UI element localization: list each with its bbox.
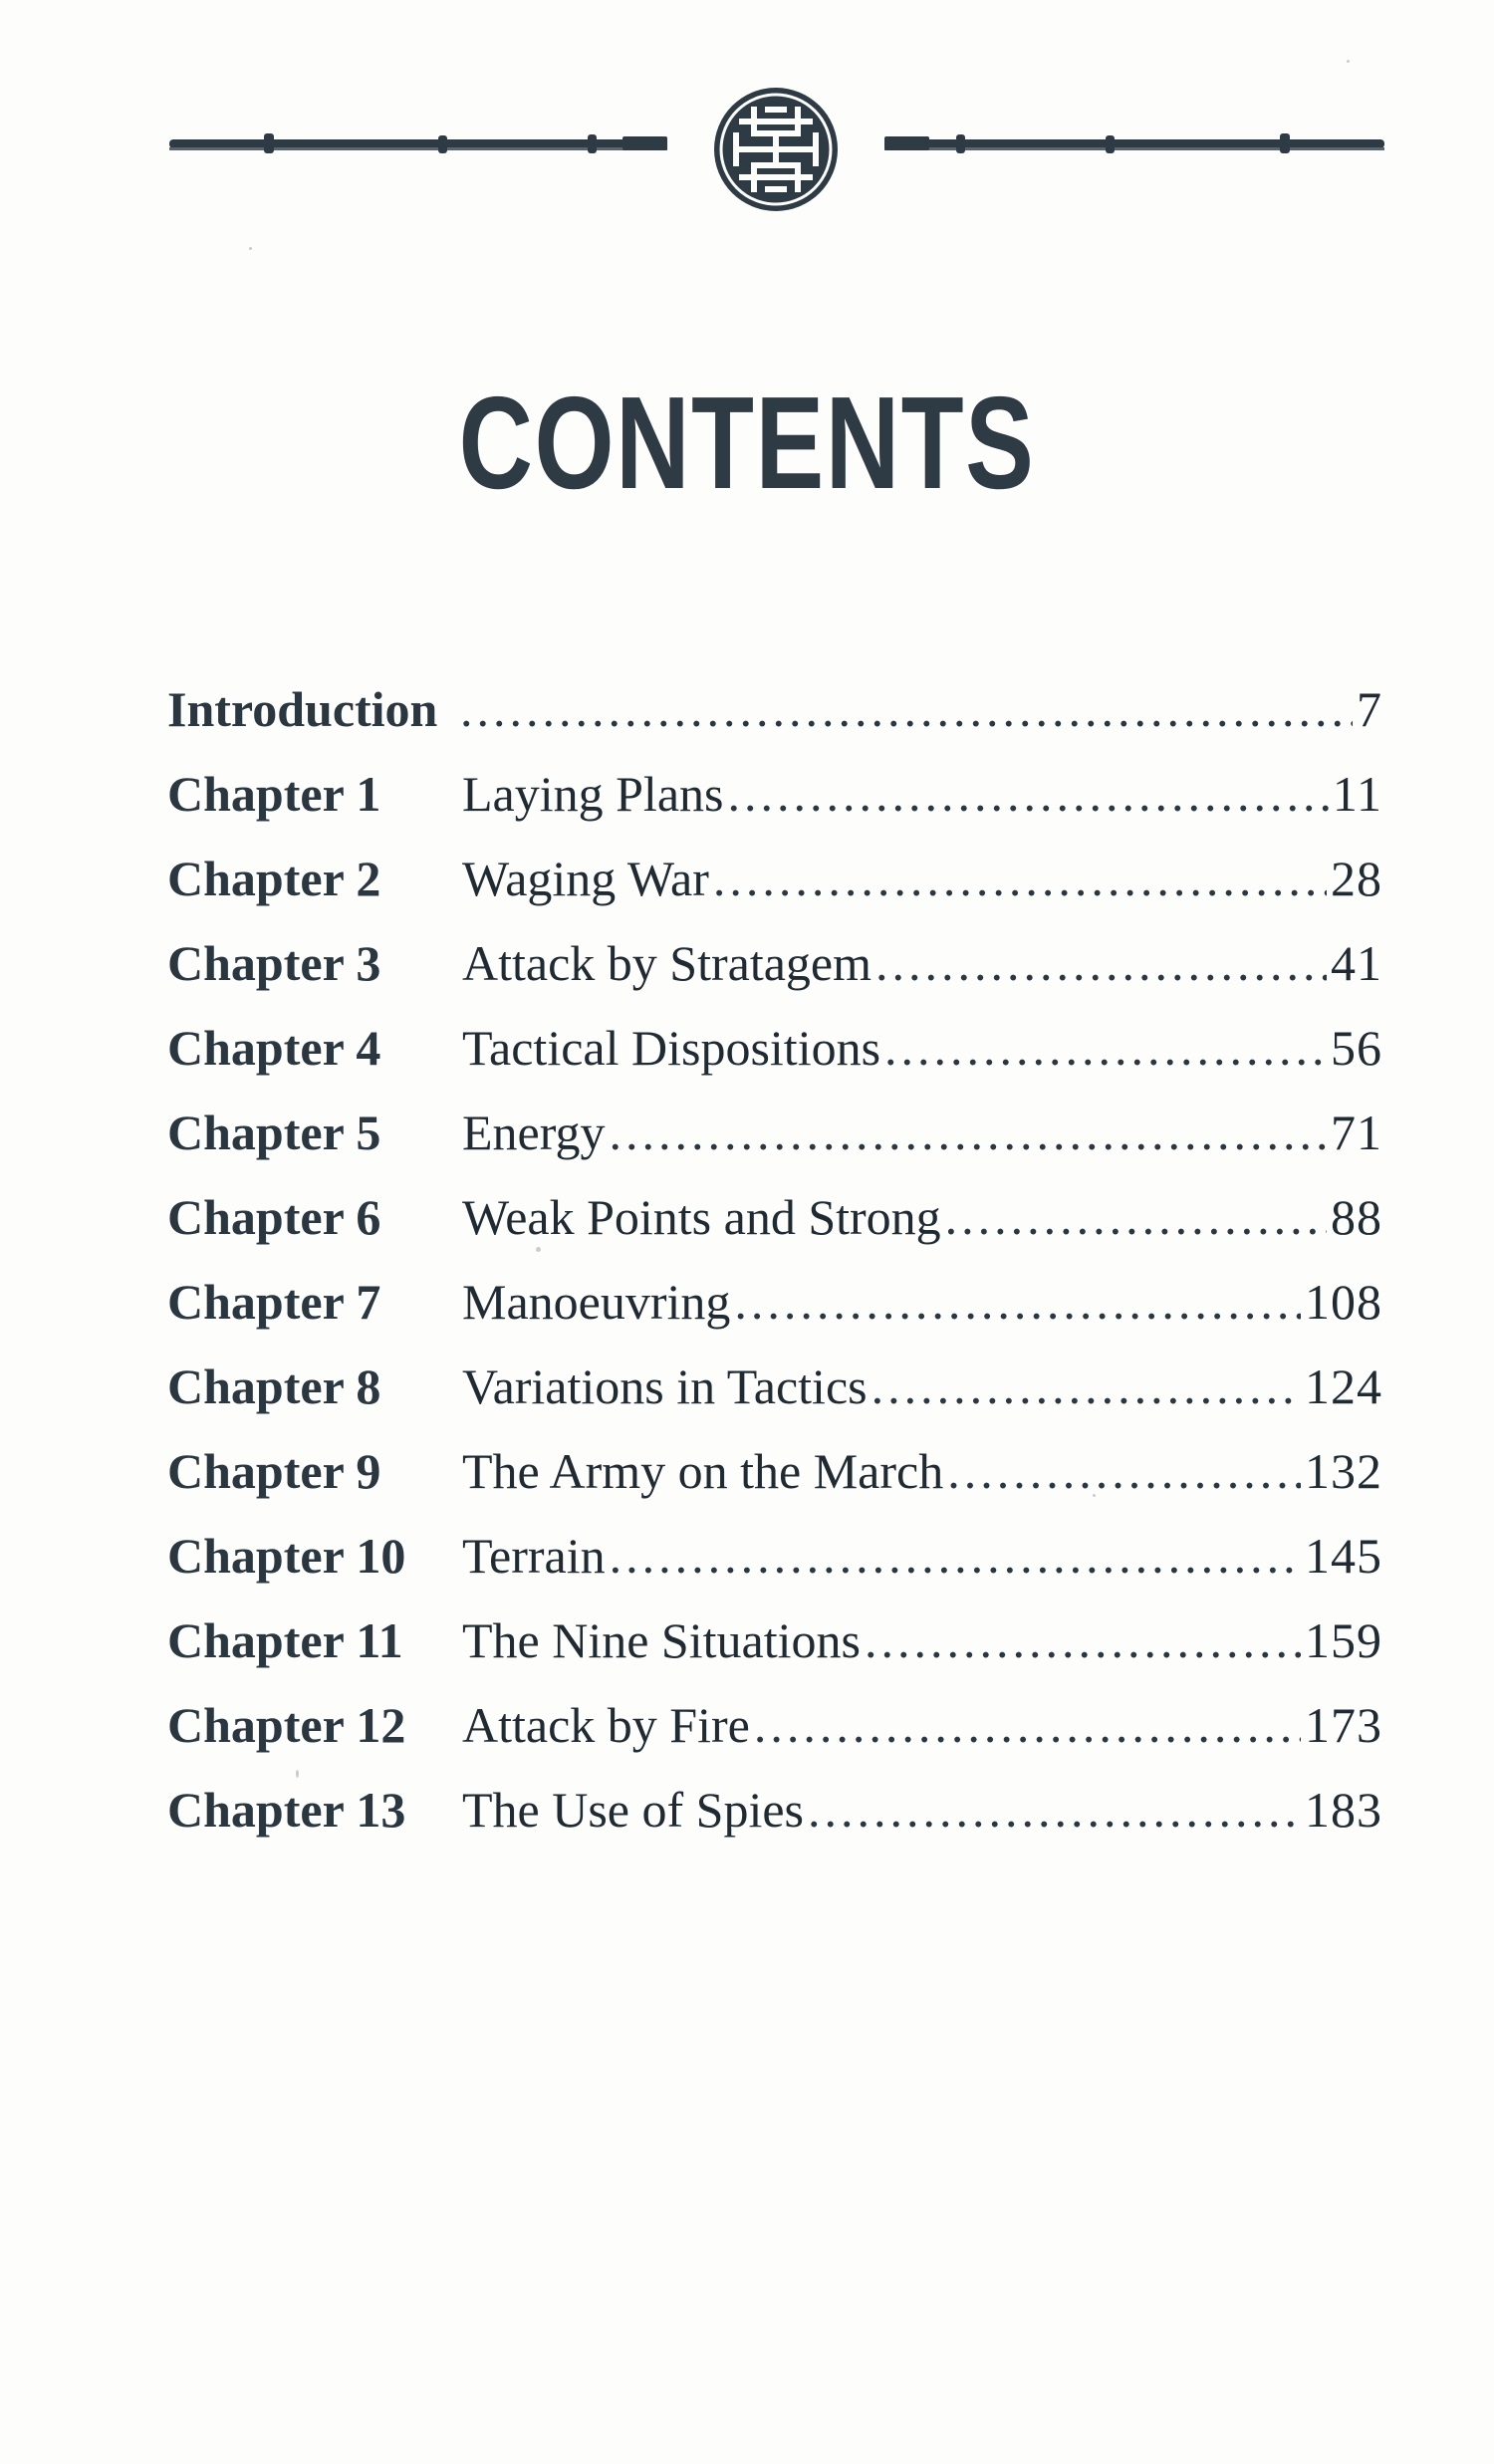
scan-speck: [1347, 60, 1350, 63]
scan-speck: [1093, 1494, 1096, 1497]
scan-speck: [536, 1247, 541, 1252]
dot-leader: [734, 1260, 1301, 1345]
toc-entry-introduction[interactable]: [167, 667, 1382, 752]
page-number: 145: [1305, 1528, 1382, 1584]
chinese-longevity-symbol-icon: [714, 88, 838, 211]
page-number: 88: [1331, 1189, 1382, 1245]
header-ornament: [169, 80, 1384, 224]
page-number: 159: [1305, 1612, 1382, 1668]
dot-leader: [609, 1091, 1327, 1175]
chapter-label: Chapter 11: [167, 1612, 403, 1668]
chapter-label: Chapter 10: [167, 1528, 406, 1584]
dot-leader: [884, 1006, 1327, 1091]
chapter-label: Chapter 9: [167, 1443, 381, 1499]
left-bamboo-rod: [169, 133, 667, 153]
chapter-label: Chapter 8: [167, 1358, 381, 1414]
chapter-label: Chapter 6: [167, 1189, 381, 1245]
toc-entry-chapter-10[interactable]: [167, 1514, 1382, 1599]
chapter-label: Chapter 13: [167, 1782, 406, 1838]
chapter-title: The Army on the March: [462, 1443, 944, 1499]
page-number: 7: [1357, 681, 1382, 737]
dot-leader: [808, 1768, 1301, 1852]
chapter-title: Energy: [462, 1105, 606, 1160]
page-title: CONTENTS: [458, 370, 1036, 516]
page-number: 132: [1305, 1443, 1382, 1499]
dot-leader: [713, 837, 1327, 921]
page-number: 11: [1332, 766, 1382, 822]
page-number: 56: [1331, 1020, 1382, 1076]
chapter-title: The Nine Situations: [462, 1612, 861, 1668]
dot-leader: [754, 1683, 1301, 1768]
toc-entry-chapter-12[interactable]: [167, 1683, 1382, 1768]
scan-speck: [249, 247, 252, 250]
toc-entry-chapter-8[interactable]: [167, 1345, 1382, 1429]
page-number: 183: [1305, 1782, 1382, 1838]
chapter-title: Attack by Stratagem: [462, 935, 872, 991]
page-number: 108: [1305, 1274, 1382, 1330]
toc-entry-chapter-2[interactable]: [167, 837, 1382, 921]
chapter-title: Tactical Dispositions: [462, 1020, 881, 1076]
chapter-title: Laying Plans: [462, 766, 724, 822]
chapter-title: Attack by Fire: [462, 1697, 750, 1753]
chapter-title: Waging War: [462, 851, 709, 906]
dot-leader: [727, 752, 1328, 837]
toc-entry-chapter-3[interactable]: [167, 921, 1382, 1006]
chapter-title: The Use of Spies: [462, 1782, 804, 1838]
page-number: 41: [1331, 935, 1382, 991]
chapter-title: Weak Points and Strong: [462, 1189, 941, 1245]
table-of-contents: [167, 667, 1382, 1852]
dot-leader: [947, 1429, 1301, 1514]
chapter-label: Chapter 7: [167, 1274, 381, 1330]
toc-entry-chapter-4[interactable]: [167, 1006, 1382, 1091]
chapter-title: Variations in Tactics: [462, 1358, 868, 1414]
dot-leader: [460, 667, 1353, 752]
right-bamboo-rod: [884, 133, 1384, 153]
toc-entry-chapter-7[interactable]: [167, 1260, 1382, 1345]
toc-entry-chapter-6[interactable]: [167, 1175, 1382, 1260]
toc-entry-chapter-11[interactable]: [167, 1599, 1382, 1683]
dot-leader: [945, 1175, 1327, 1260]
chapter-title: Manoeuvring: [462, 1274, 731, 1330]
chapter-label: Chapter 3: [167, 935, 381, 991]
chapter-label: Chapter 12: [167, 1697, 406, 1753]
dot-leader: [865, 1599, 1301, 1683]
page-number: 173: [1305, 1697, 1382, 1753]
scan-speck: [296, 1770, 299, 1778]
toc-entry-chapter-1[interactable]: [167, 752, 1382, 837]
dot-leader: [872, 1345, 1301, 1429]
toc-entry-chapter-5[interactable]: [167, 1091, 1382, 1175]
chapter-label: Chapter 1: [167, 766, 381, 822]
chapter-label: Chapter 4: [167, 1020, 381, 1076]
dot-leader: [610, 1514, 1301, 1599]
toc-entry-chapter-9[interactable]: [167, 1429, 1382, 1514]
page-number: 28: [1331, 851, 1382, 906]
chapter-title: Terrain: [462, 1528, 606, 1584]
dot-leader: [875, 921, 1327, 1006]
page-number: 71: [1331, 1105, 1382, 1160]
chapter-label: Chapter 2: [167, 851, 381, 906]
toc-entry-chapter-13[interactable]: [167, 1768, 1382, 1852]
entry-label: Introduction: [167, 681, 438, 737]
page-number: 124: [1305, 1358, 1382, 1414]
chapter-label: Chapter 5: [167, 1105, 381, 1160]
